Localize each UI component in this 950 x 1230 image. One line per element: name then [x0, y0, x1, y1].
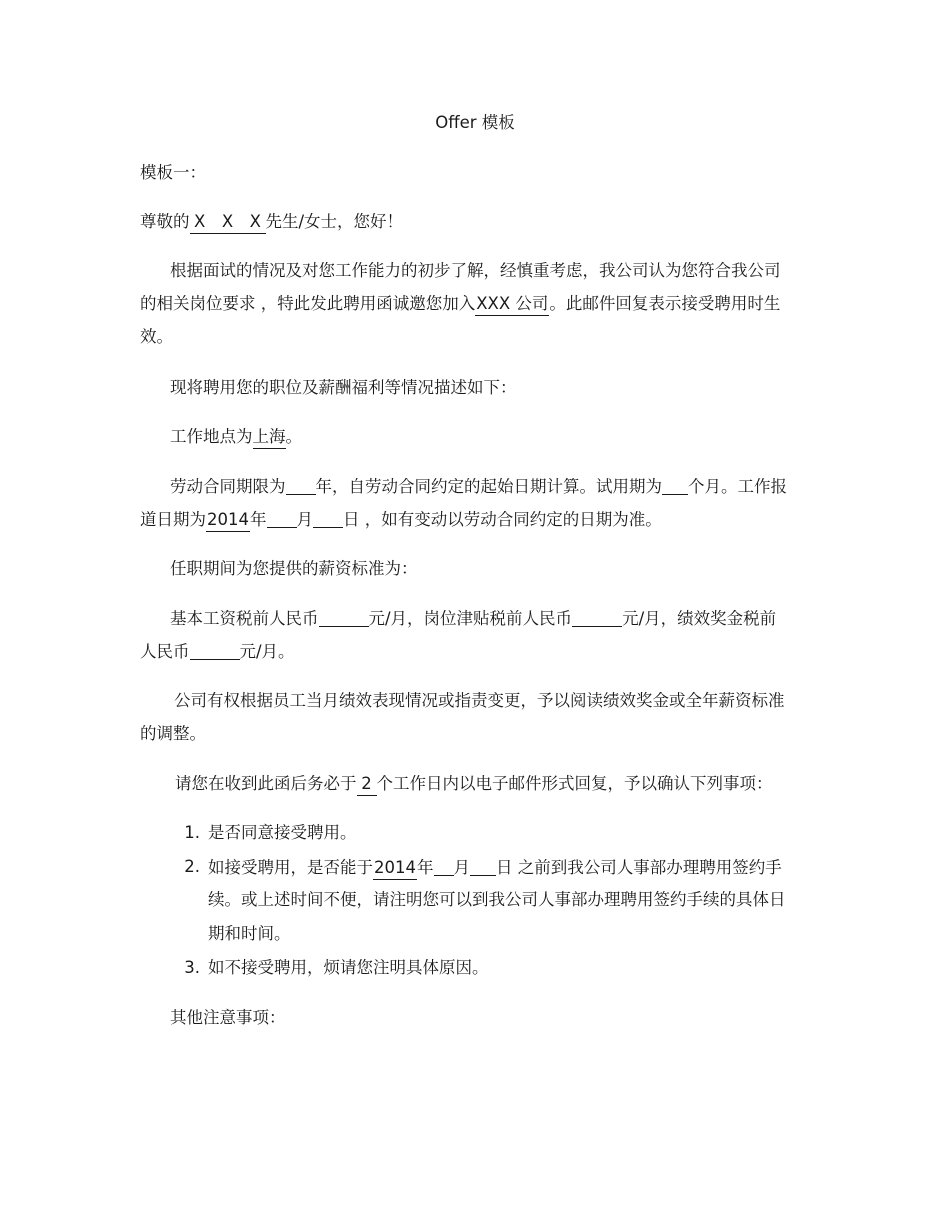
- template-heading: 模板一：: [140, 163, 206, 182]
- list-item-number: 1.: [184, 823, 200, 842]
- list-item-accept: 是否同意接受聘用。: [208, 823, 357, 842]
- work-location-line: [170, 425, 302, 449]
- allowance-label: 元/月，岗位津贴税前人民币: [368, 609, 573, 628]
- report-date-end: 日 ，如有变动以劳动合同约定的日期为准。: [343, 510, 662, 529]
- other-notes-heading: 其他注意事项：: [170, 1008, 286, 1027]
- list-item-number: 2.: [184, 857, 200, 876]
- signing-year-blank: 2014: [373, 857, 417, 880]
- intro-paragraph-line2: [140, 292, 780, 316]
- contract-term-label: 劳动合同期限为: [170, 477, 286, 496]
- base-salary-label: 基本工资税前人民币: [170, 609, 319, 628]
- bonus-blank: [190, 639, 240, 660]
- reply-request-line: [175, 772, 773, 796]
- reply-suffix: 个工作日内以电子邮件形式回复，予以确认下列事项：: [376, 774, 773, 793]
- greeting-suffix: 先生/女士，您好！: [265, 212, 404, 231]
- intro-paragraph-line1: 根据面试的情况及对您工作能力的初步了解，经慎重考虑，我公司认为您符合我公司: [170, 261, 781, 280]
- reply-days-blank: 2: [357, 773, 377, 796]
- report-year-unit: 年: [250, 510, 267, 529]
- report-day-blank: [313, 507, 343, 528]
- location-suffix: 。: [285, 427, 302, 446]
- company-name-blank: XXX 公司: [475, 293, 549, 316]
- salary-line2: [140, 639, 295, 664]
- contract-line2: [140, 507, 662, 532]
- list-item-decline: 如不接受聘用，烦请您注明具体原因。: [208, 958, 489, 977]
- contract-line1: [170, 474, 787, 499]
- bonus-currency-label: 人民币: [140, 642, 190, 661]
- adjust-line2: 的调整。: [140, 724, 206, 743]
- salary-intro: 任职期间为您提供的薪资标准为：: [170, 559, 418, 578]
- salary-line1: [170, 606, 776, 631]
- base-salary-blank: [319, 606, 369, 627]
- report-date-label: 道日期为: [140, 510, 206, 529]
- allowance-blank: [572, 606, 622, 627]
- intro-line2-prefix: 的相关岗位要求 ，特此发此聘用函诚邀您加入: [140, 294, 476, 313]
- probation-months-blank: [662, 474, 688, 495]
- adjust-line1: 公司有权根据员工当月绩效表现情况或指责变更，予以阅读绩效奖金或全年薪资标准: [174, 691, 785, 710]
- signing-month-unit: 月: [453, 858, 470, 877]
- signing-month-blank: [434, 855, 454, 876]
- report-month-blank: [267, 507, 297, 528]
- signing-day-blank: [470, 855, 496, 876]
- description-intro: 现将聘用您的职位及薪酬福利等情况描述如下：: [170, 378, 517, 397]
- intro-line2-suffix: 。此邮件回复表示接受聘用时生: [549, 294, 781, 313]
- reply-prefix: 请您在收到此函后务必于: [175, 774, 357, 793]
- location-prefix: 工作地点为: [170, 427, 253, 446]
- document-title: Offer 模板: [435, 113, 515, 132]
- list-item-number: 3.: [184, 958, 200, 977]
- report-year-blank: 2014: [206, 509, 250, 532]
- recipient-name-blank: X X X: [190, 211, 266, 234]
- bonus-unit: 元/月。: [239, 642, 295, 661]
- signing-line1-end: 日 之前到我公司人事部办理聘用签约手: [496, 858, 782, 877]
- list-item-signing-line1: [208, 855, 782, 880]
- list-item-signing-line3: 期和时间。: [208, 924, 291, 943]
- report-month-unit: 月: [296, 510, 313, 529]
- greeting-line: [140, 210, 403, 234]
- contract-line1-end: 个月。工作报: [688, 477, 787, 496]
- greeting-prefix: 尊敬的: [140, 212, 190, 231]
- signing-label: 如接受聘用，是否能于: [208, 858, 373, 877]
- location-city-blank: 上海: [253, 426, 286, 449]
- contract-years-blank: [286, 474, 316, 495]
- signing-year-unit: 年: [417, 858, 434, 877]
- bonus-label: 元/月，绩效奖金税前: [622, 609, 777, 628]
- list-item-signing-line2: 续。或上述时间不便，请注明您可以到我公司人事部办理聘用签约手续的具体日: [208, 890, 786, 909]
- intro-paragraph-line3: 效。: [140, 327, 173, 346]
- contract-line1-middle: 年，自劳动合同约定的起始日期计算。试用期为: [315, 477, 662, 496]
